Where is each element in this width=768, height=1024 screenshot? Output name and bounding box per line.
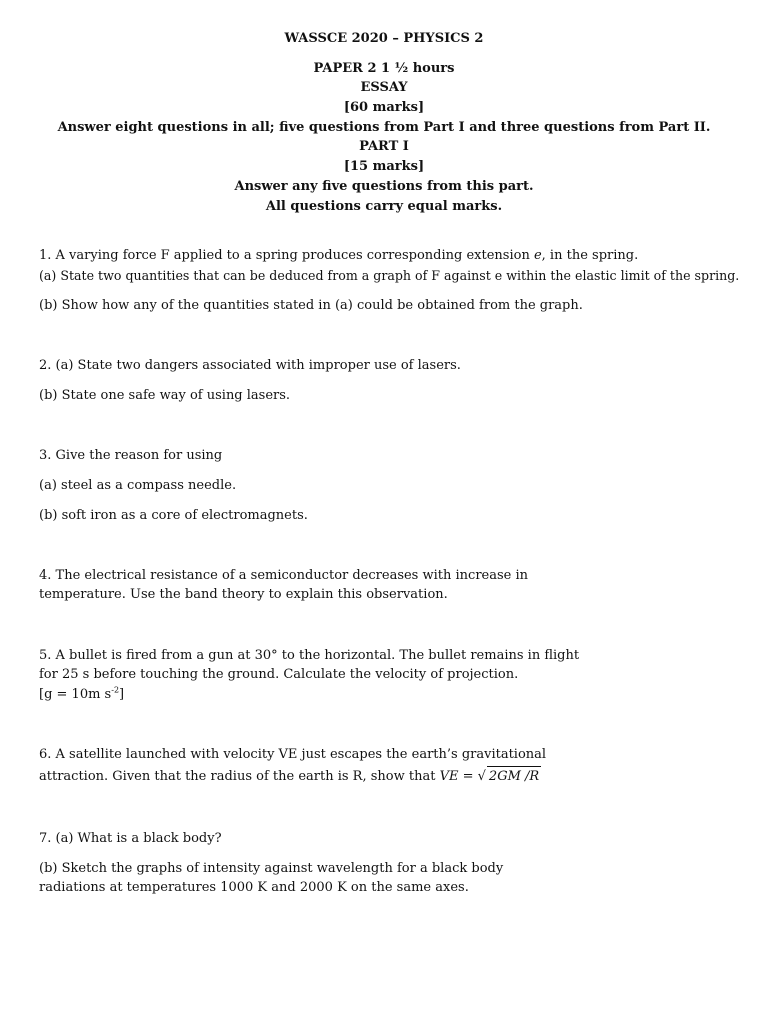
part-instruction: Answer any five questions from this part. — [234, 179, 534, 194]
question-3-stem: 3. Give the reason for using — [39, 448, 223, 463]
q5-given-pre: [g = 10m s — [39, 687, 112, 702]
q5-given-post: ] — [119, 687, 125, 702]
question-5-given — [39, 685, 124, 704]
q6-formula-lhs: VE — [439, 769, 459, 784]
equal-marks-note: All questions carry equal marks. — [265, 199, 503, 214]
question-4-line1: 4. The electrical resistance of a semiconductor decreases with increase in — [39, 568, 528, 583]
question-7b-line1: (b) Sketch the graphs of intensity against wavelength for a black body — [39, 861, 504, 876]
q5-given-exponent: -2 — [111, 685, 120, 695]
q6-formula-radicand: 2GM /R — [487, 766, 541, 786]
q6-text: attraction. Given that the radius of the earth is R, show that — [39, 769, 440, 784]
question-7b-line2: radiations at temperatures 1000 K and 2000 K on the same axes. — [39, 880, 469, 895]
exam-title: WASSCE 2020 – PHYSICS 2 — [284, 31, 484, 46]
part-marks: [15 marks] — [343, 159, 425, 174]
part-heading: PART I — [359, 139, 409, 154]
total-marks: [60 marks] — [343, 100, 425, 115]
q1-text-post: , in the spring. — [541, 248, 639, 263]
paper-duration: PAPER 2 1 ½ hours — [313, 61, 455, 76]
question-2a: 2. (a) State two dangers associated with improper use of lasers. — [39, 358, 461, 373]
question-4-line2: temperature. Use the band theory to explain this observation. — [39, 587, 448, 602]
question-2b: (b) State one safe way of using lasers. — [39, 388, 291, 403]
q1-text-pre: 1. A varying force F applied to a spring produces corresponding extension — [39, 248, 534, 263]
essay-heading: ESSAY — [360, 80, 408, 95]
sqrt-icon: √ — [477, 769, 486, 784]
question-7a: 7. (a) What is a black body? — [39, 831, 222, 846]
q6-formula-eq: = — [458, 769, 478, 784]
question-1b: (b) Show how any of the quantities stated in (a) could be obtained from the graph. — [39, 298, 583, 313]
question-1a: (a) State two quantities that can be deduced from a graph of F against e within the elastic limit of the spring. — [39, 268, 740, 283]
q1-variable: e — [533, 248, 542, 263]
question-3a: (a) steel as a compass needle. — [39, 478, 237, 493]
question-6-line2 — [39, 766, 541, 786]
general-instruction: Answer eight questions in all; five questions from Part I and three questions from Part II. — [57, 120, 711, 135]
question-6-line1: 6. A satellite launched with velocity VE just escapes the earth’s gravitational — [39, 747, 547, 762]
question-5-line1: 5. A bullet is fired from a gun at 30° to the horizontal. The bullet remains in flight — [39, 648, 580, 663]
question-1-stem — [39, 246, 638, 265]
question-3b: (b) soft iron as a core of electromagnets. — [39, 508, 308, 523]
question-5-line2: for 25 s before touching the ground. Calculate the velocity of projection. — [39, 667, 519, 682]
